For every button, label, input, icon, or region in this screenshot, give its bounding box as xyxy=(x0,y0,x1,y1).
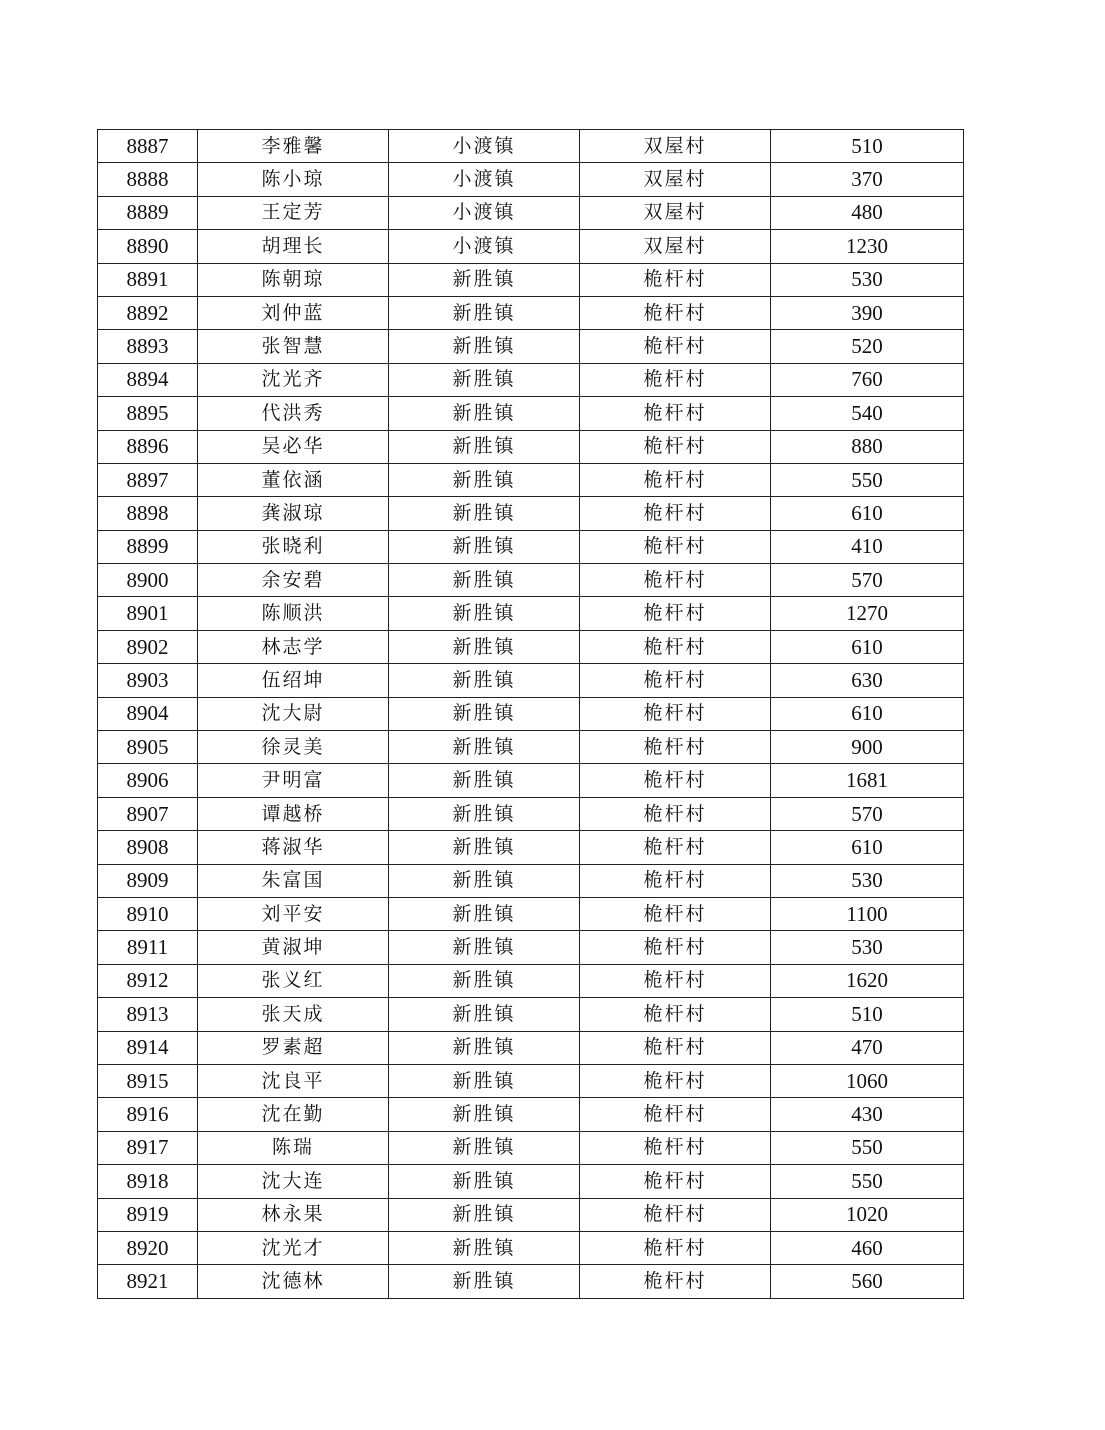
amount-cell: 1020 xyxy=(771,1198,964,1231)
id-cell: 8911 xyxy=(98,931,198,964)
amount-cell: 510 xyxy=(771,130,964,163)
id-cell: 8897 xyxy=(98,463,198,496)
amount-cell: 390 xyxy=(771,296,964,329)
town-cell: 小渡镇 xyxy=(389,163,580,196)
table-row xyxy=(98,163,964,196)
table-row xyxy=(98,831,964,864)
id-cell: 8904 xyxy=(98,697,198,730)
table-row xyxy=(98,664,964,697)
name-cell: 蒋淑华 xyxy=(198,831,389,864)
id-cell: 8907 xyxy=(98,797,198,830)
amount-cell: 460 xyxy=(771,1231,964,1264)
town-cell: 新胜镇 xyxy=(389,998,580,1031)
village-cell: 桅杆村 xyxy=(580,998,771,1031)
amount-cell: 370 xyxy=(771,163,964,196)
name-cell: 尹明富 xyxy=(198,764,389,797)
table-row xyxy=(98,764,964,797)
amount-cell: 550 xyxy=(771,1165,964,1198)
name-cell: 徐灵美 xyxy=(198,731,389,764)
id-cell: 8889 xyxy=(98,196,198,229)
village-cell: 桅杆村 xyxy=(580,797,771,830)
id-cell: 8888 xyxy=(98,163,198,196)
village-cell: 桅杆村 xyxy=(580,1165,771,1198)
name-cell: 沈良平 xyxy=(198,1064,389,1097)
village-cell: 桅杆村 xyxy=(580,664,771,697)
name-cell: 林永果 xyxy=(198,1198,389,1231)
id-cell: 8901 xyxy=(98,597,198,630)
name-cell: 刘仲蓝 xyxy=(198,296,389,329)
table-row xyxy=(98,731,964,764)
amount-cell: 570 xyxy=(771,797,964,830)
town-cell: 新胜镇 xyxy=(389,497,580,530)
table-row xyxy=(98,1265,964,1298)
town-cell: 新胜镇 xyxy=(389,797,580,830)
amount-cell: 1060 xyxy=(771,1064,964,1097)
town-cell: 新胜镇 xyxy=(389,296,580,329)
amount-cell: 570 xyxy=(771,564,964,597)
id-cell: 8917 xyxy=(98,1131,198,1164)
town-cell: 新胜镇 xyxy=(389,530,580,563)
table-row xyxy=(98,931,964,964)
town-cell: 新胜镇 xyxy=(389,1064,580,1097)
name-cell: 代洪秀 xyxy=(198,397,389,430)
table-row xyxy=(98,330,964,363)
id-cell: 8908 xyxy=(98,831,198,864)
id-cell: 8921 xyxy=(98,1265,198,1298)
town-cell: 小渡镇 xyxy=(389,230,580,263)
village-cell: 桅杆村 xyxy=(580,697,771,730)
amount-cell: 610 xyxy=(771,630,964,663)
town-cell: 新胜镇 xyxy=(389,1198,580,1231)
name-cell: 李雅馨 xyxy=(198,130,389,163)
village-cell: 桅杆村 xyxy=(580,1098,771,1131)
name-cell: 沈光才 xyxy=(198,1231,389,1264)
name-cell: 张天成 xyxy=(198,998,389,1031)
amount-cell: 760 xyxy=(771,363,964,396)
id-cell: 8920 xyxy=(98,1231,198,1264)
id-cell: 8891 xyxy=(98,263,198,296)
id-cell: 8899 xyxy=(98,530,198,563)
name-cell: 陈顺洪 xyxy=(198,597,389,630)
village-cell: 桅杆村 xyxy=(580,363,771,396)
amount-cell: 410 xyxy=(771,530,964,563)
amount-cell: 1681 xyxy=(771,764,964,797)
village-cell: 桅杆村 xyxy=(580,864,771,897)
name-cell: 沈光齐 xyxy=(198,363,389,396)
village-cell: 桅杆村 xyxy=(580,1031,771,1064)
table-row xyxy=(98,497,964,530)
roster-table-body xyxy=(98,130,964,1299)
town-cell: 新胜镇 xyxy=(389,864,580,897)
id-cell: 8919 xyxy=(98,1198,198,1231)
town-cell: 新胜镇 xyxy=(389,1265,580,1298)
id-cell: 8902 xyxy=(98,630,198,663)
village-cell: 桅杆村 xyxy=(580,630,771,663)
village-cell: 桅杆村 xyxy=(580,1231,771,1264)
amount-cell: 610 xyxy=(771,697,964,730)
town-cell: 小渡镇 xyxy=(389,130,580,163)
name-cell: 张义红 xyxy=(198,964,389,997)
village-cell: 双屋村 xyxy=(580,196,771,229)
table-row xyxy=(98,296,964,329)
amount-cell: 1620 xyxy=(771,964,964,997)
amount-cell: 630 xyxy=(771,664,964,697)
id-cell: 8893 xyxy=(98,330,198,363)
town-cell: 新胜镇 xyxy=(389,397,580,430)
town-cell: 新胜镇 xyxy=(389,1031,580,1064)
id-cell: 8913 xyxy=(98,998,198,1031)
amount-cell: 560 xyxy=(771,1265,964,1298)
amount-cell: 530 xyxy=(771,263,964,296)
village-cell: 桅杆村 xyxy=(580,831,771,864)
name-cell: 沈大连 xyxy=(198,1165,389,1198)
amount-cell: 540 xyxy=(771,397,964,430)
town-cell: 新胜镇 xyxy=(389,1098,580,1131)
id-cell: 8918 xyxy=(98,1165,198,1198)
table-row xyxy=(98,897,964,930)
name-cell: 朱富国 xyxy=(198,864,389,897)
id-cell: 8906 xyxy=(98,764,198,797)
town-cell: 新胜镇 xyxy=(389,630,580,663)
name-cell: 陈朝琼 xyxy=(198,263,389,296)
town-cell: 新胜镇 xyxy=(389,430,580,463)
town-cell: 新胜镇 xyxy=(389,764,580,797)
table-row xyxy=(98,430,964,463)
amount-cell: 480 xyxy=(771,196,964,229)
name-cell: 余安碧 xyxy=(198,564,389,597)
name-cell: 罗素超 xyxy=(198,1031,389,1064)
village-cell: 双屋村 xyxy=(580,163,771,196)
village-cell: 桅杆村 xyxy=(580,931,771,964)
name-cell: 林志学 xyxy=(198,630,389,663)
town-cell: 新胜镇 xyxy=(389,697,580,730)
id-cell: 8890 xyxy=(98,230,198,263)
village-cell: 桅杆村 xyxy=(580,1265,771,1298)
amount-cell: 1230 xyxy=(771,230,964,263)
village-cell: 桅杆村 xyxy=(580,397,771,430)
id-cell: 8896 xyxy=(98,430,198,463)
table-row xyxy=(98,196,964,229)
table-row xyxy=(98,630,964,663)
table-row xyxy=(98,1031,964,1064)
amount-cell: 520 xyxy=(771,330,964,363)
table-row xyxy=(98,263,964,296)
table-row xyxy=(98,998,964,1031)
amount-cell: 610 xyxy=(771,497,964,530)
amount-cell: 610 xyxy=(771,831,964,864)
town-cell: 新胜镇 xyxy=(389,564,580,597)
id-cell: 8898 xyxy=(98,497,198,530)
amount-cell: 1270 xyxy=(771,597,964,630)
town-cell: 新胜镇 xyxy=(389,597,580,630)
roster-table xyxy=(97,129,964,1299)
table-row xyxy=(98,564,964,597)
amount-cell: 550 xyxy=(771,463,964,496)
village-cell: 桅杆村 xyxy=(580,1198,771,1231)
village-cell: 桅杆村 xyxy=(580,497,771,530)
id-cell: 8909 xyxy=(98,864,198,897)
id-cell: 8892 xyxy=(98,296,198,329)
village-cell: 桅杆村 xyxy=(580,764,771,797)
table-row xyxy=(98,1064,964,1097)
id-cell: 8915 xyxy=(98,1064,198,1097)
town-cell: 新胜镇 xyxy=(389,263,580,296)
id-cell: 8900 xyxy=(98,564,198,597)
name-cell: 沈在勤 xyxy=(198,1098,389,1131)
name-cell: 刘平安 xyxy=(198,897,389,930)
name-cell: 胡理长 xyxy=(198,230,389,263)
village-cell: 桅杆村 xyxy=(580,296,771,329)
amount-cell: 880 xyxy=(771,430,964,463)
town-cell: 新胜镇 xyxy=(389,731,580,764)
town-cell: 新胜镇 xyxy=(389,664,580,697)
town-cell: 新胜镇 xyxy=(389,1165,580,1198)
table-row xyxy=(98,363,964,396)
amount-cell: 530 xyxy=(771,931,964,964)
table-row xyxy=(98,397,964,430)
name-cell: 吴必华 xyxy=(198,430,389,463)
table-row xyxy=(98,697,964,730)
id-cell: 8914 xyxy=(98,1031,198,1064)
name-cell: 董依涵 xyxy=(198,463,389,496)
village-cell: 桅杆村 xyxy=(580,964,771,997)
table-row xyxy=(98,230,964,263)
name-cell: 龚淑琼 xyxy=(198,497,389,530)
amount-cell: 1100 xyxy=(771,897,964,930)
table-row xyxy=(98,597,964,630)
id-cell: 8912 xyxy=(98,964,198,997)
table-row xyxy=(98,1165,964,1198)
table-row xyxy=(98,1198,964,1231)
amount-cell: 470 xyxy=(771,1031,964,1064)
amount-cell: 510 xyxy=(771,998,964,1031)
table-row xyxy=(98,463,964,496)
name-cell: 黄淑坤 xyxy=(198,931,389,964)
town-cell: 新胜镇 xyxy=(389,330,580,363)
table-row xyxy=(98,130,964,163)
table-row xyxy=(98,864,964,897)
id-cell: 8887 xyxy=(98,130,198,163)
village-cell: 桅杆村 xyxy=(580,530,771,563)
amount-cell: 900 xyxy=(771,731,964,764)
village-cell: 双屋村 xyxy=(580,230,771,263)
town-cell: 新胜镇 xyxy=(389,463,580,496)
name-cell: 伍绍坤 xyxy=(198,664,389,697)
village-cell: 桅杆村 xyxy=(580,897,771,930)
village-cell: 桅杆村 xyxy=(580,263,771,296)
table-row xyxy=(98,1131,964,1164)
village-cell: 桅杆村 xyxy=(580,1131,771,1164)
name-cell: 谭越桥 xyxy=(198,797,389,830)
table-row xyxy=(98,797,964,830)
village-cell: 桅杆村 xyxy=(580,463,771,496)
town-cell: 新胜镇 xyxy=(389,1131,580,1164)
id-cell: 8895 xyxy=(98,397,198,430)
name-cell: 沈德林 xyxy=(198,1265,389,1298)
village-cell: 桅杆村 xyxy=(580,597,771,630)
village-cell: 桅杆村 xyxy=(580,564,771,597)
name-cell: 张智慧 xyxy=(198,330,389,363)
id-cell: 8916 xyxy=(98,1098,198,1131)
name-cell: 陈小琼 xyxy=(198,163,389,196)
name-cell: 王定芳 xyxy=(198,196,389,229)
town-cell: 小渡镇 xyxy=(389,196,580,229)
town-cell: 新胜镇 xyxy=(389,931,580,964)
table-row xyxy=(98,964,964,997)
id-cell: 8905 xyxy=(98,731,198,764)
village-cell: 双屋村 xyxy=(580,130,771,163)
village-cell: 桅杆村 xyxy=(580,330,771,363)
village-cell: 桅杆村 xyxy=(580,430,771,463)
amount-cell: 550 xyxy=(771,1131,964,1164)
name-cell: 沈大尉 xyxy=(198,697,389,730)
town-cell: 新胜镇 xyxy=(389,363,580,396)
table-row xyxy=(98,530,964,563)
town-cell: 新胜镇 xyxy=(389,897,580,930)
village-cell: 桅杆村 xyxy=(580,731,771,764)
amount-cell: 430 xyxy=(771,1098,964,1131)
id-cell: 8894 xyxy=(98,363,198,396)
id-cell: 8910 xyxy=(98,897,198,930)
name-cell: 张晓利 xyxy=(198,530,389,563)
village-cell: 桅杆村 xyxy=(580,1064,771,1097)
town-cell: 新胜镇 xyxy=(389,1231,580,1264)
table-row xyxy=(98,1098,964,1131)
id-cell: 8903 xyxy=(98,664,198,697)
town-cell: 新胜镇 xyxy=(389,964,580,997)
amount-cell: 530 xyxy=(771,864,964,897)
town-cell: 新胜镇 xyxy=(389,831,580,864)
table-row xyxy=(98,1231,964,1264)
name-cell: 陈瑞 xyxy=(198,1131,389,1164)
